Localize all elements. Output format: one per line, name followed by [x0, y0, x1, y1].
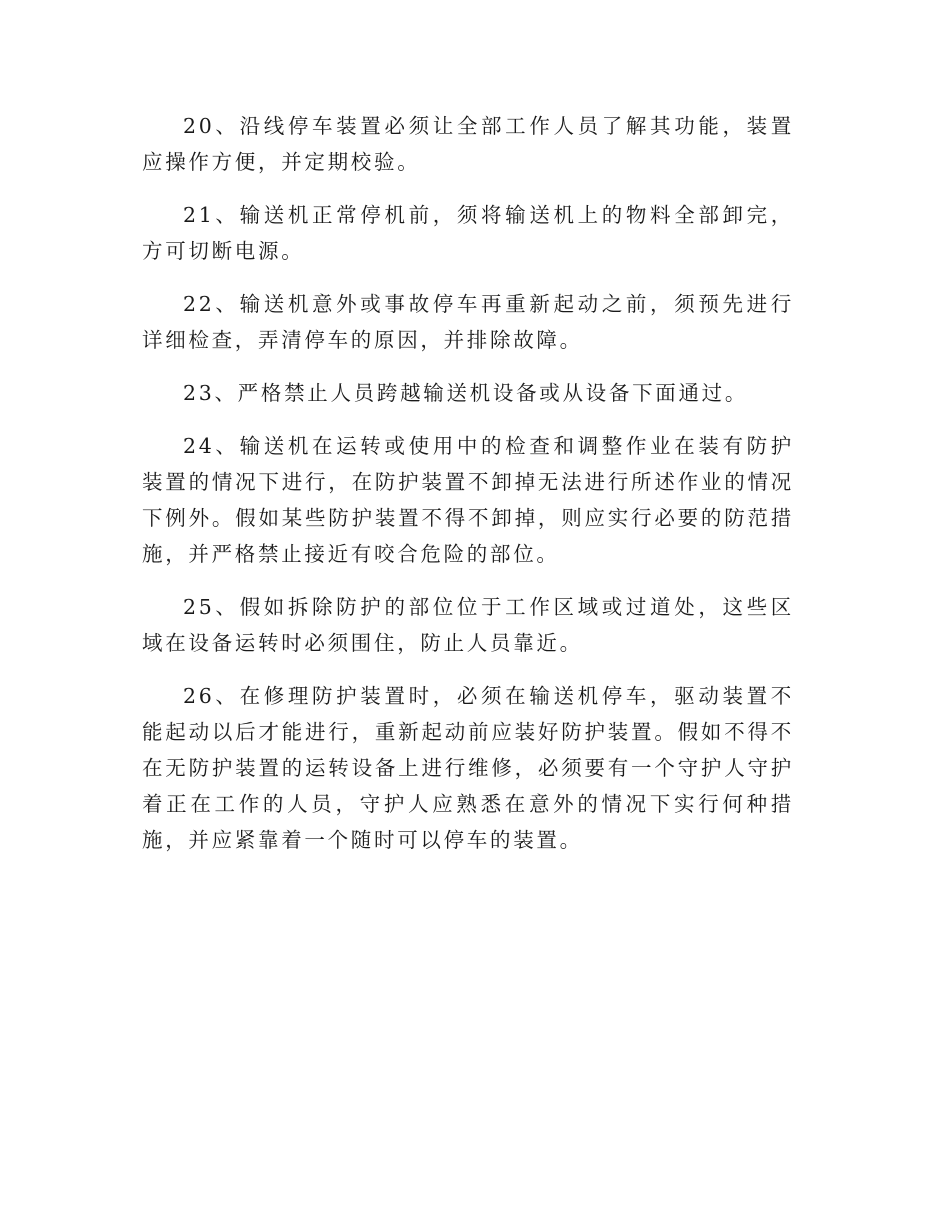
paragraph-26: 26、在修理防护装置时，必须在输送机停车，驱动装置不能起动以后才能进行，重新起动前应装好防护装置。假如不得不在无防护装置的运转设备上进行维修，必须要有一个守护人守护着正在工作的人员，守护人应熟悉在意外的情况下实行何种措施，并应紧靠着一个随时可以停车的装置。 [142, 684, 794, 852]
paragraph-21: 21、输送机正常停机前，须将输送机上的物料全部卸完，方可切断电源。 [142, 203, 794, 263]
paragraph-23: 23、严格禁止人员跨越输送机设备或从设备下面通过。 [183, 381, 749, 405]
paragraph-25: 25、假如拆除防护的部位位于工作区域或过道处，这些区域在设备运转时必须围住，防止人员靠近。 [142, 595, 794, 655]
document-body [142, 108, 794, 875]
paragraph-24: 24、输送机在运转或使用中的检查和调整作业在装有防护装置的情况下进行，在防护装置不卸掉无法进行所述作业的情况下例外。假如某些防护装置不得不卸掉，则应实行必要的防范措施，并严格禁止接近有咬合危险的部位。 [142, 434, 794, 566]
paragraph-20: 20、沿线停车装置必须让全部工作人员了解其功能，装置应操作方便，并定期校验。 [142, 114, 794, 174]
paragraph-22: 22、输送机意外或事故停车再重新起动之前，须预先进行详细检查，弄清停车的原因，并排除故障。 [142, 292, 794, 352]
